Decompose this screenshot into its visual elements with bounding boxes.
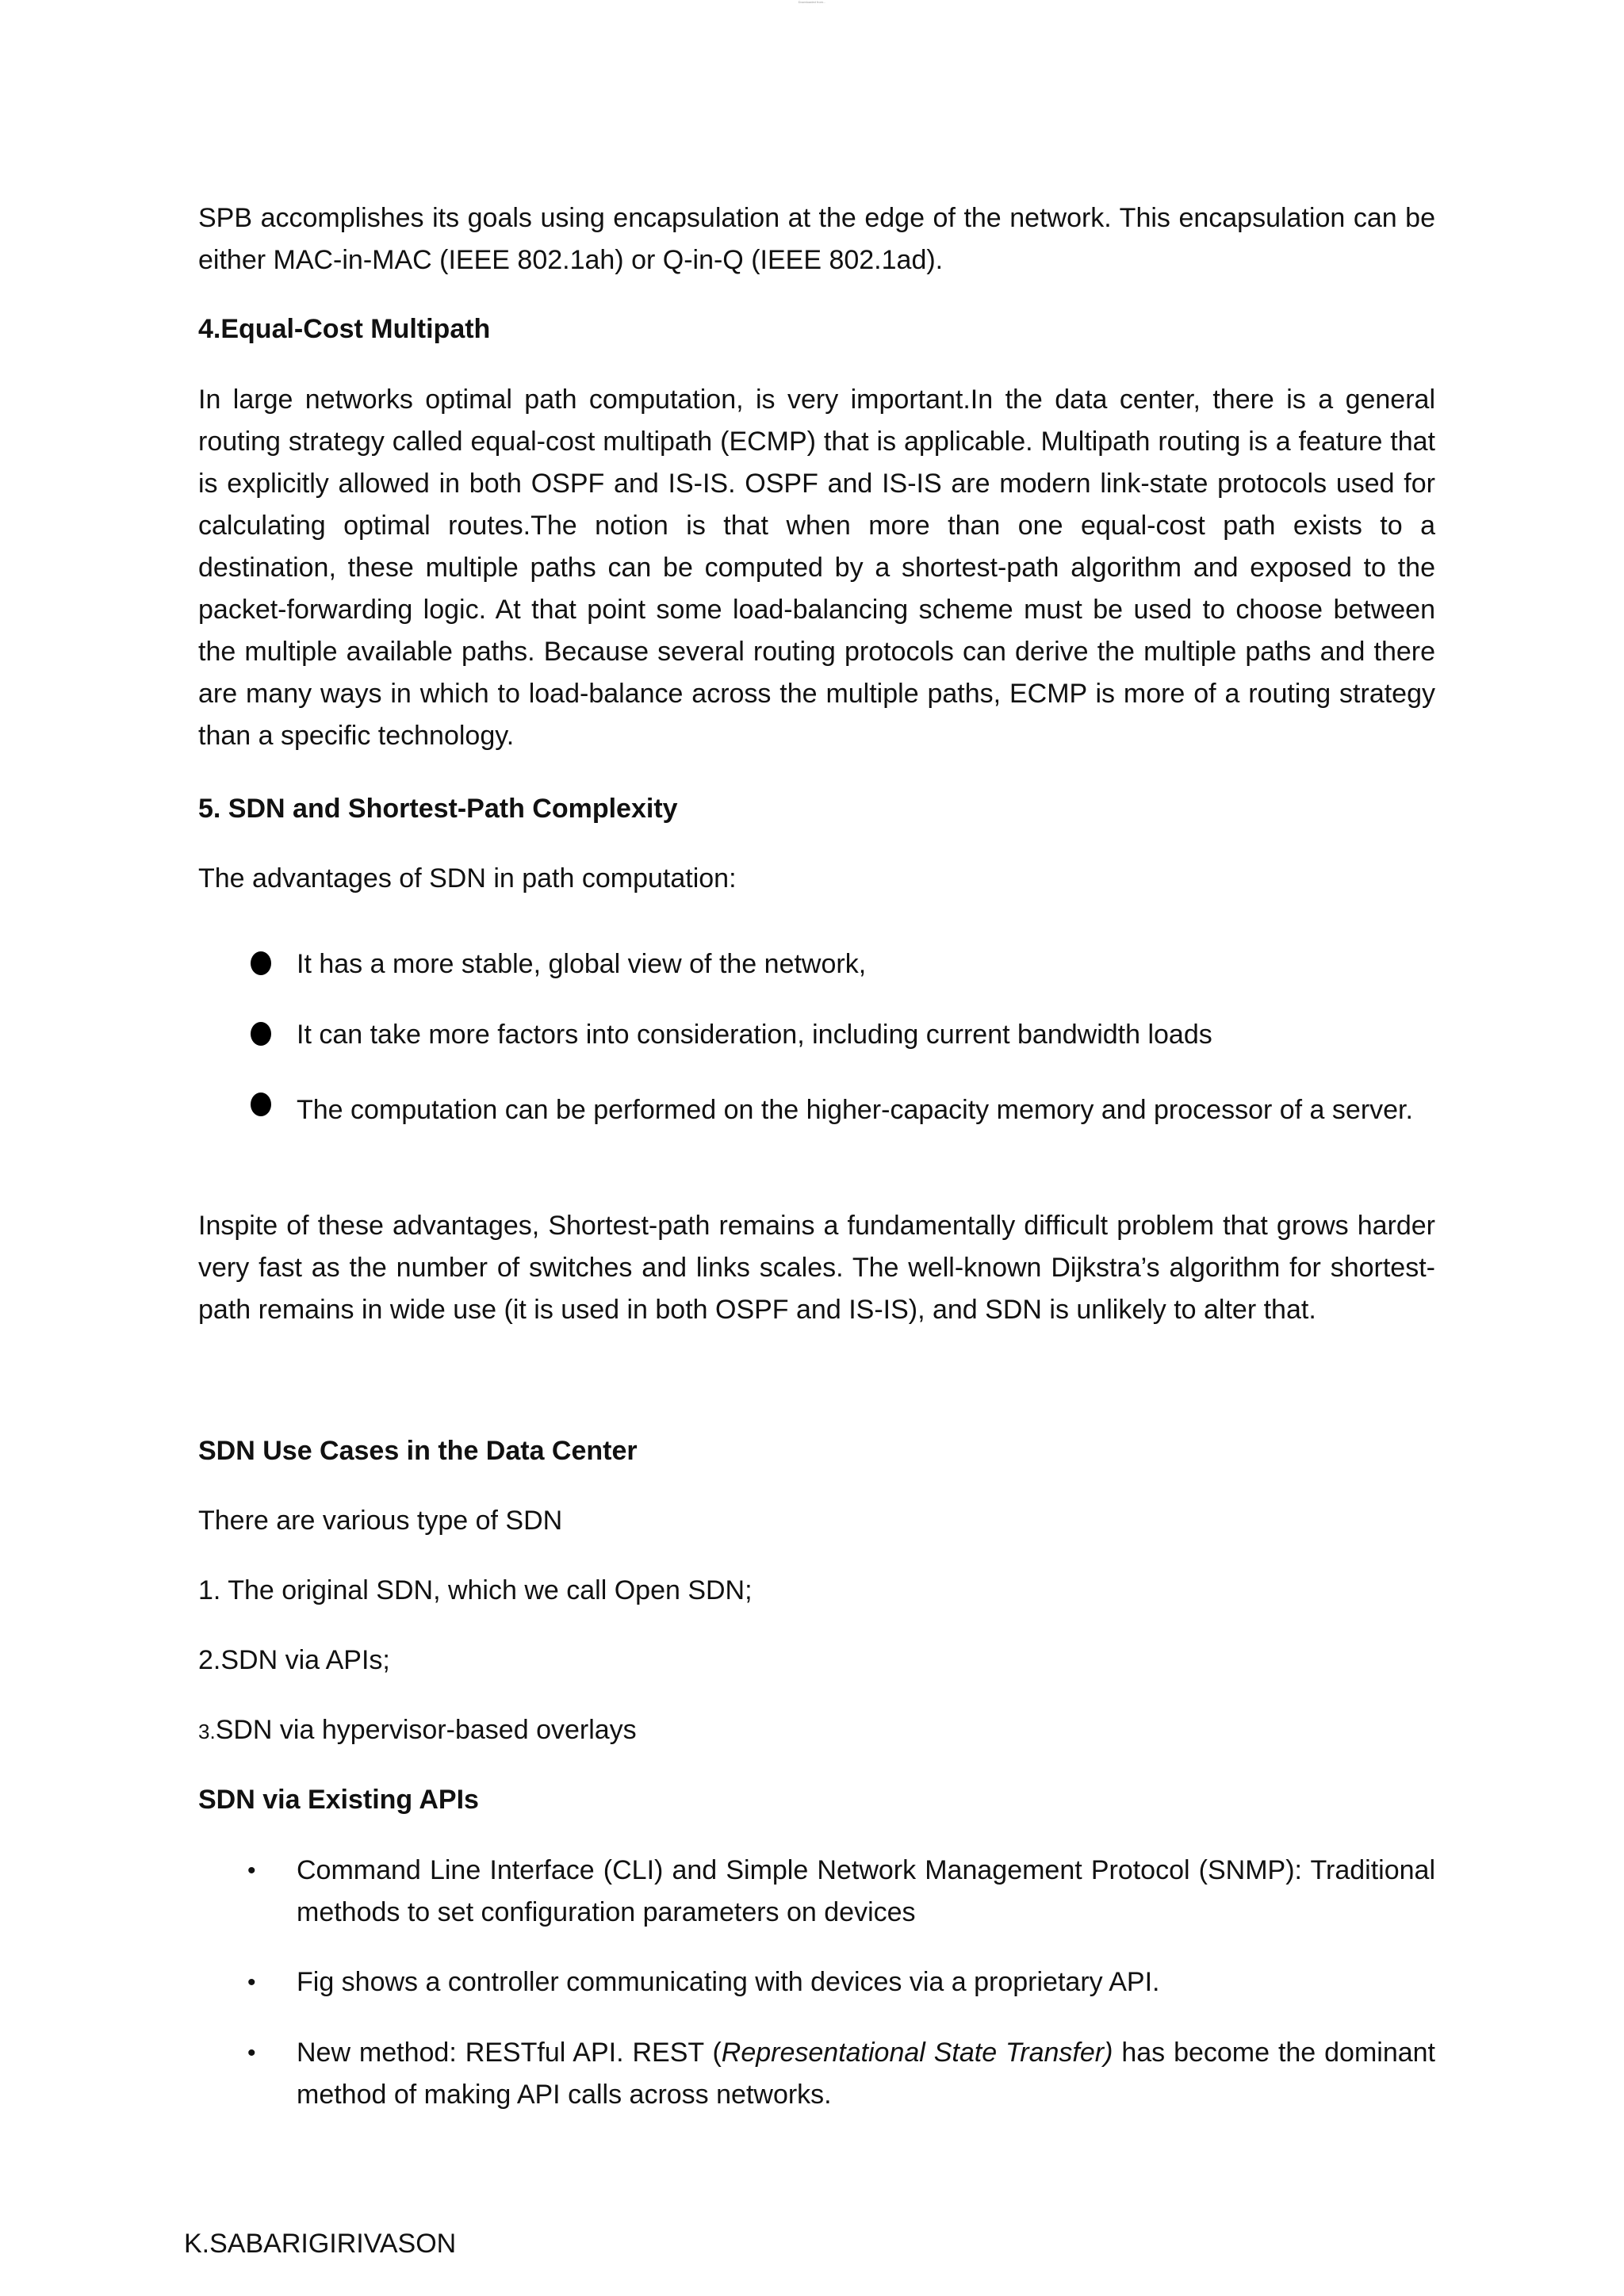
bullet-dot [251,1093,271,1116]
api-item: Fig shows a controller communicating with devices via a proprietary API. [297,1967,1160,1997]
heading-existing-apis: SDN via Existing APIs [198,1785,479,1815]
footer-author: K.SABARIGIRIVASON [184,2229,457,2259]
api-item: Command Line Interface (CLI) and Simple Network Management Protocol (SNMP): Traditional methods to set configuration parameters on devices [297,1855,1435,1927]
bullet-dot: • [247,2040,256,2066]
sdn-type-item: 2.SDN via APIs; [198,1645,390,1675]
paragraph-ecmp: In large networks optimal path computation, is very important.In the data center, there is a general routing strategy called equal-cost multipath (ECMP) that is applicable. Multipath routing is a feature that is explicitly allowed in both OSPF and IS-IS. OSPF and IS-IS are modern link-state protocols used for calculating optimal routes.The notion is that when more than one equal-cost path exists to a destination, these multiple paths can be computed by a shortest-path algorithm and exposed to the packet-forwarding logic. At that point some load-balancing scheme must be used to choose between the multiple available paths. Because several routing protocols can derive the multiple paths and there are many ways in which to load-balance across the multiple paths, ECMP is more of a routing strategy than a specific technology. [198,385,1435,751]
bullet-dot: • [247,1858,256,1884]
advantages-intro: The advantages of SDN in path computation: [198,863,737,894]
sdn-type-item: 1. The original SDN, which we call Open SDN; [198,1575,753,1605]
bullet-dot [251,951,271,975]
paragraph-spb: SPB accomplishes its goals using encapsulation at the edge of the network. This encapsulation can be either MAC-in-MAC (IEEE 802.1ah) or Q-in-Q (IEEE 802.1ad). [198,203,1435,275]
sdn-type-text: SDN via hypervisor-based overlays [215,1715,637,1745]
api-item-italic: Representational State Transfer) [721,2038,1113,2068]
heading-ecmp: 4.Equal-Cost Multipath [198,314,491,344]
api-item [297,2032,1435,2116]
header-mark: Downloaded from... [798,0,826,4]
sdn-type-number: 3. [198,1720,216,1743]
sdn-type-item [198,1709,1435,1753]
advantage-item: The computation can be performed on the higher-capacity memory and processor of a server. [297,1095,1413,1125]
advantage-item: It has a more stable, global view of the network, [297,949,867,979]
heading-use-cases: SDN Use Cases in the Data Center [198,1436,638,1466]
sdn-types-intro: There are various type of SDN [198,1506,563,1536]
api-item-pre: New method: RESTful API. REST ( [297,2038,722,2068]
heading-sdn-shortest-path: 5. SDN and Shortest-Path Complexity [198,794,678,824]
api-item-post: has become the dominant method of making API calls across networks. [297,2038,1435,2110]
bullet-dot: • [247,1969,256,1996]
bullet-dot [251,1022,271,1046]
advantage-item: It can take more factors into consideration, including current bandwidth loads [297,1020,1212,1050]
paragraph-inspite: Inspite of these advantages, Shortest-path remains a fundamentally difﬁcult problem that grows harder very fast as the number of switches and links scales. The well-known Dijkstra’s algorithm for shortest-path remains in wide use (it is used in both OSPF and IS-IS), and SDN is unlikely to alter that. [198,1211,1435,1325]
